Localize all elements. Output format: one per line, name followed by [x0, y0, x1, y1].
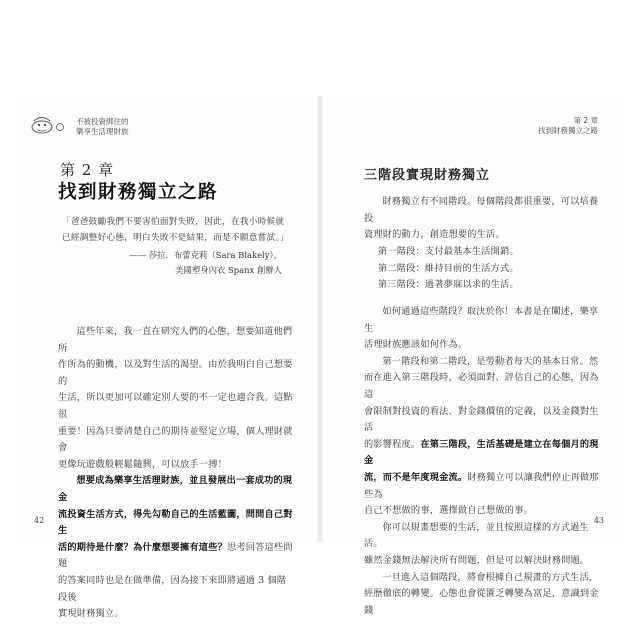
stage-item: 第三階段：過著夢寐以求的生活。	[378, 279, 519, 291]
body-line: 財務獨立有不同階段。每個階段都很重要，可以培養投	[364, 196, 599, 224]
section-title: 三階段實現財務獨立	[364, 168, 491, 183]
body-line	[364, 437, 600, 470]
body-line: 會限制對投資的看法、對金錢價值的定義，以及金錢對生活	[364, 405, 599, 434]
body-line: 一旦進入這個階段，將會根據自己規畫的方式生活，	[382, 571, 599, 583]
body-text: 思考回答這些問題	[58, 541, 293, 570]
body-line: 重要！因為只要清楚自己的期待並堅定立場，個人理財就會	[58, 425, 293, 454]
stage-item: 第二階段：維持目前的生活方式。	[378, 262, 519, 274]
quote-attribution-title: 美國塑身內衣 Spanx 創辦人	[175, 265, 282, 275]
body-line: 你可以規畫想要的生活，並且按照這樣的方式過生活。	[364, 521, 589, 550]
bold-line	[58, 540, 294, 573]
bold-text: 在第三階段，生活基礎是建立在每個月的現金	[364, 438, 599, 467]
right-page	[322, 96, 622, 616]
right-body-text	[364, 304, 600, 619]
quote-line: 「爸爸鼓勵我們不要害怕面對失敗，因此，在我小時候就	[62, 217, 285, 227]
stage-item: 第一階段：支付最基本生活開銷。	[378, 246, 519, 257]
running-head-right	[538, 116, 598, 136]
left-body-text	[58, 324, 294, 623]
quote-attribution-name: —— 莎拉．布蕾克莉（Sara Blakely），	[129, 250, 282, 260]
chapter-number: 第 2 章	[60, 161, 115, 179]
body-line: 更像玩遊戲般輕鬆隨興，可以放手一搏！	[58, 458, 227, 470]
body-line: 第一階段和第二階段，是勞動者每天的基本日常。然	[382, 355, 599, 367]
bold-text: 流，而不是年度現金流。	[364, 471, 468, 483]
body-line: 活理財族應該如何作為。	[364, 339, 468, 351]
body-line: 而在進入第三階段時，必須面對、評估自己的心態，因為這	[364, 372, 599, 400]
quote-line: 已經調整好心態，明白失敗不是結果，而是不願意嘗試。」	[62, 233, 289, 243]
body-text: 財務獨立可以讓我們停止再做那些為	[364, 471, 599, 500]
bold-text: 活的期待是什麼？為什麼想要擁有這些？	[58, 541, 227, 553]
body-line: 自己不想做的事，選擇做自己想做的事。	[364, 505, 533, 517]
running-head-line: 樂享生活理財族	[76, 127, 129, 136]
page-number-left: 42	[34, 516, 45, 525]
body-line: 資理財的動力，創造想要的生活。	[364, 229, 505, 241]
body-line: 這些年來，我一直在研究人們的心態，想要知道他們所	[58, 326, 293, 354]
page-number-right: 43	[593, 516, 604, 525]
body-line: 生活，所以更加可以確定別人要的不一定也適合我。這點很	[58, 392, 293, 420]
chapter-title: 找到財務獨立之路	[58, 182, 219, 203]
running-head-line: 不被投資綁住的	[76, 117, 129, 126]
body-line: 經歷徹底的轉變。心態也會從匱乏轉變為富足，意識到金錢	[364, 588, 599, 616]
book-spread	[18, 96, 622, 620]
running-head-line: 找到財務獨立之路	[538, 126, 598, 135]
body-line	[364, 470, 600, 503]
bold-text: 流投資生活方式，得先勾勒自己的生活藍圖，問問自己對生	[58, 508, 293, 537]
left-page	[18, 96, 318, 620]
right-intro-text	[364, 194, 600, 244]
running-head-left	[76, 117, 129, 137]
bold-text: 想要成為樂享生活理財族，並且發展出一套成功的現金	[58, 475, 293, 503]
bold-line	[58, 507, 294, 540]
body-text: 的影響程度。	[364, 438, 421, 450]
stage-list	[378, 244, 614, 294]
body-line: 的答案同時也是在做準備，因為接下來即將通過 3 個階段後	[58, 574, 287, 603]
body-line: 實現財務獨立。	[58, 608, 124, 620]
running-head-line: 第 2 章	[573, 116, 598, 125]
bold-line	[58, 473, 294, 506]
epigraph-quote	[62, 214, 290, 246]
series-logo-icon	[30, 113, 70, 135]
body-line: 雖然金錢無法解決所有問題，但是可以解決財務問題。	[364, 554, 590, 566]
body-line: 如何通過這些階段？取決於你！本書是在闡述，樂享生	[364, 306, 599, 334]
body-line: 作所為的動機，以及對生活的渴望。由於我明白自己想要的	[58, 359, 293, 387]
